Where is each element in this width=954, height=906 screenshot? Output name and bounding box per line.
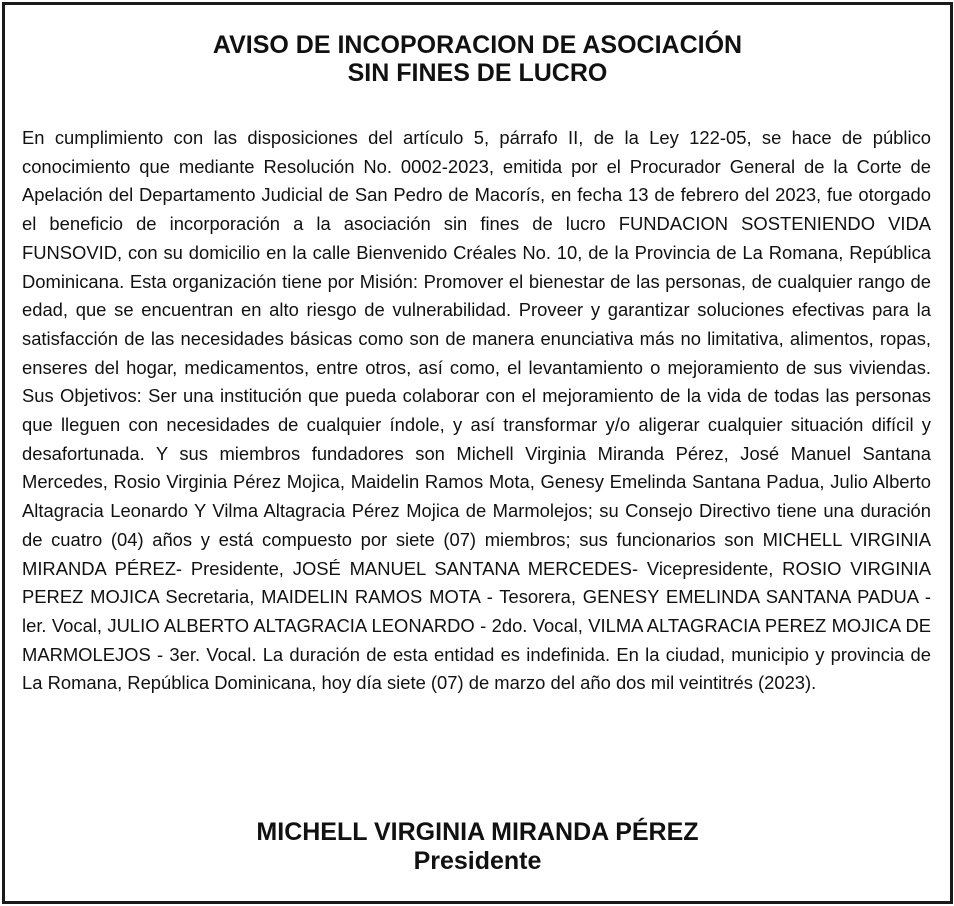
notice-frame [2, 2, 953, 904]
signature-role: Presidente [413, 847, 542, 875]
notice-title-line-1: AVISO DE INCOPORACION DE ASOCIACIÓN [212, 31, 743, 59]
signature-block [5, 818, 950, 876]
notice-body: En cumplimiento con las disposiciones del artículo 5, párrafo II, de la Ley 122-05, se hace de público conocimiento que mediante Resolución No. 0002-2023, emitida por el Procurador General de la Corte de Apelación del Departamento Judicial de San Pedro de Macorís, en fecha 13 de febrero del 2023, fue otorgado el beneficio de incorporación a la asociación sin fines de lucro FUNDACION SOSTENIENDO VIDA FUNSOVID, con su domicilio en la calle Bienvenido Créales No. 10, de la Provincia de La Romana, República Dominicana. Esta organización tiene por Misión: Promover el bienestar de las personas, de cualquier rango de edad, que se encuentran en alto riesgo de vulnerabilidad. Proveer y garantizar soluciones efectivas para la satisfacción de las necesidades básicas como son de manera enunciativa más no limitativa, alimentos, ropas, enseres del hogar, medicamentos, entre otros, así como, el levantamiento o mejoramiento de sus viviendas. Sus Objetivos: Ser una institución que pueda colaborar con el mejoramiento de la vida de todas las personas que lleguen con necesidades de cualquier índole, y así transformar y/o aligerar cualquier situación difícil y desafortunada. Y sus miembros fundadores son Michell Virginia Miranda Pérez, José Manuel Santana Mercedes, Rosio Virginia Pérez Mojica, Maidelin Ramos Mota, Genesy Emelinda Santana Padua, Julio Alberto Altagracia Leonardo Y Vilma Altagracia Pérez Mojica de Marmolejos; su Consejo Directivo tiene una duración de cuatro (04) años y está compuesto por siete (07) miembros; sus funcionarios son MICHELL VIRGINIA MIRANDA PÉREZ- Presidente, JOSÉ MANUEL SANTANA MERCEDES- Vicepresidente, ROSIO VIRGINIA PEREZ MOJICA Secretaria, MAIDELIN RAMOS MOTA - Tesorera, GENESY EMELINDA SANTANA PADUA - ler. Vocal, JULIO ALBERTO ALTAGRACIA LEONARDO - 2do. Vocal, VILMA ALTAGRACIA PEREZ MOJICA DE MARMOLEJOS - 3er. Vocal. La duración de esta entidad es indefinida. En la ciudad, municipio y provincia de La Romana, República Dominicana, hoy día siete (07) de marzo del año dos mil veintitrés (2023). [22, 127, 931, 694]
signature-name: MICHELL VIRGINIA MIRANDA PÉREZ [256, 818, 699, 846]
notice-title [5, 31, 950, 87]
notice-title-line-2: SIN FINES DE LUCRO [347, 59, 608, 87]
